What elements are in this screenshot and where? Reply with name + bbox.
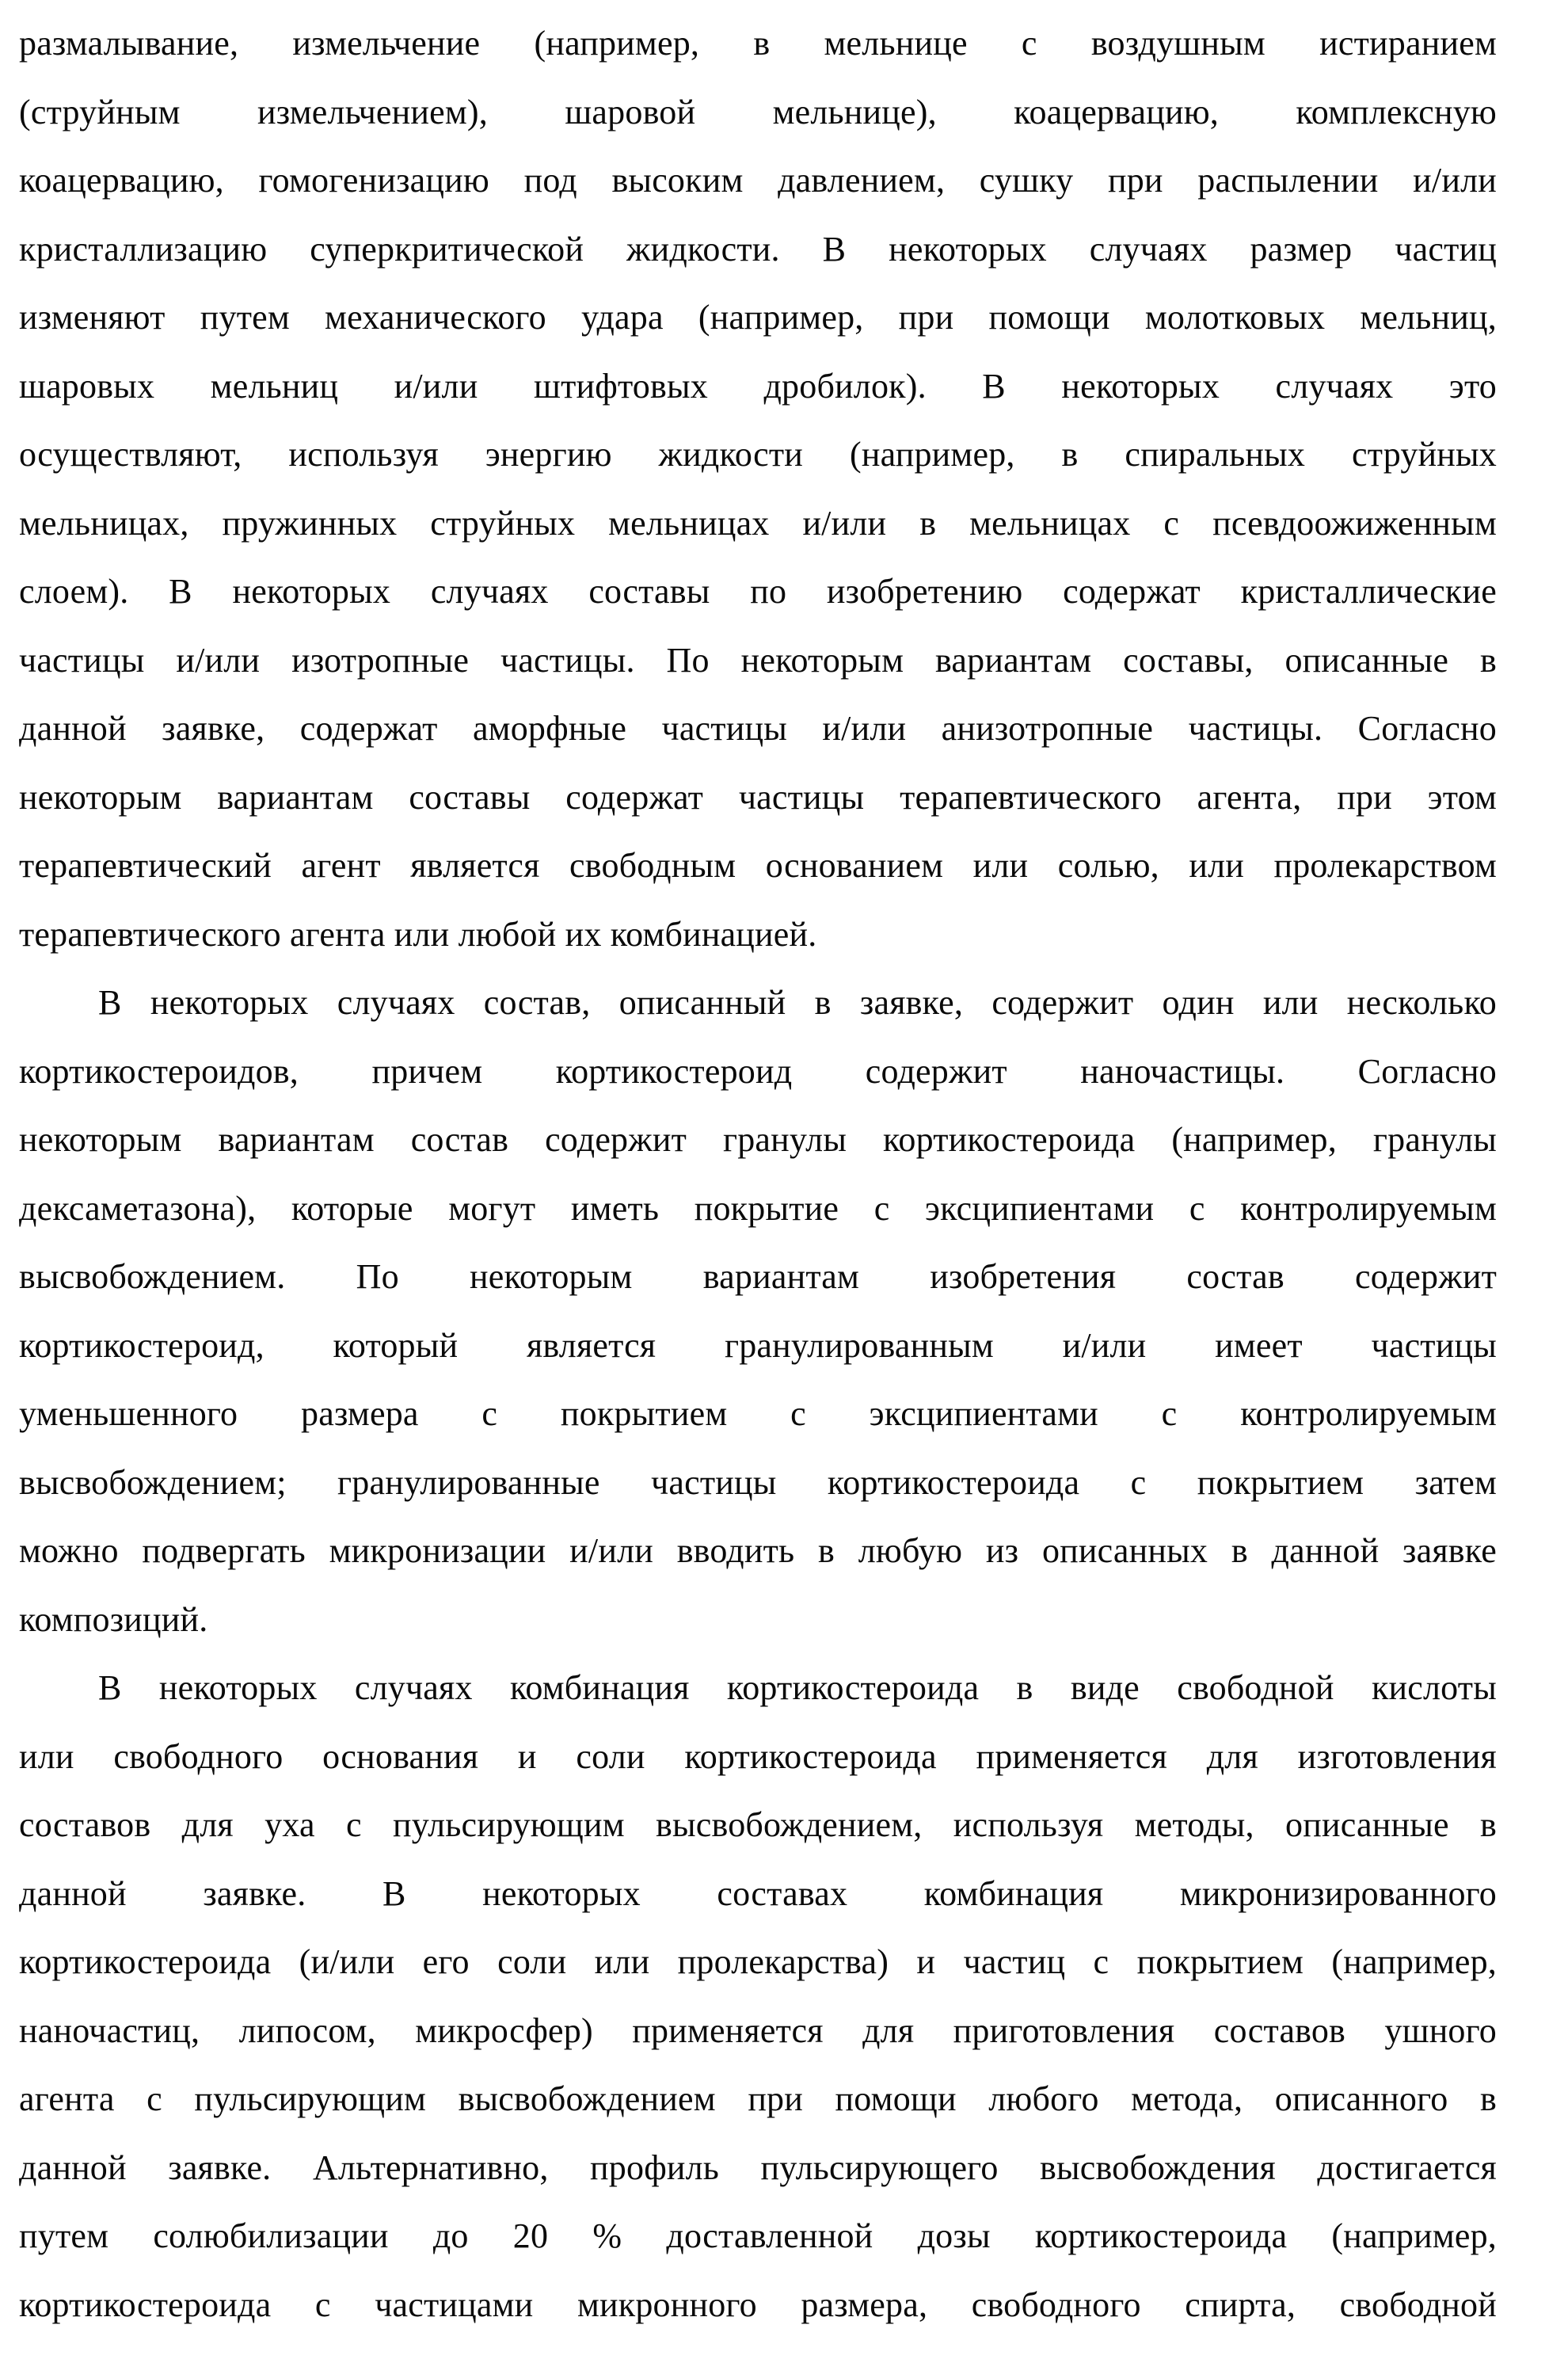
paragraph <box>19 1654 1497 2339</box>
text-line: В некоторых случаях состав, описанный в заявке, содержит один или несколько <box>98 983 1497 1022</box>
text-line: наночастиц, липосом, микросфер) применяется для приготовления составов ушного <box>19 2010 1497 2050</box>
text-line: В некоторых случаях комбинация кортикостероида в виде свободной кислоты <box>98 1668 1497 1707</box>
text-line: (струйным измельчением), шаровой мельнице), коацервацию, комплексную <box>19 92 1497 131</box>
text-line: слоем). В некоторых случаях составы по изобретению содержат кристаллические <box>19 572 1497 611</box>
text-line: кортикостероида (и/или его соли или пролекарства) и частиц с покрытием (например, <box>19 1942 1497 1981</box>
paragraph <box>19 10 1497 969</box>
text-line: уменьшенного размера с покрытием с эксципиентами с контролируемым <box>19 1394 1497 1433</box>
text-line: данной заявке, содержат аморфные частицы и/или анизотропные частицы. Согласно <box>19 709 1497 748</box>
text-line: высвобождением; гранулированные частицы кортикостероида с покрытием затем <box>19 1462 1497 1502</box>
text-line: коацервацию, гомогенизацию под высоким давлением, сушку при распылении и/или <box>19 161 1497 200</box>
text-line: осуществляют, используя энергию жидкости (например, в спиральных струйных <box>19 435 1497 474</box>
text-line: некоторым вариантам состав содержит гранулы кортикостероида (например, гранулы <box>19 1120 1497 1159</box>
text-line: дексаметазона), которые могут иметь покрытие с эксципиентами с контролируемым <box>19 1188 1497 1228</box>
text-line: изменяют путем механического удара (например, при помощи молотковых мельниц, <box>19 298 1497 337</box>
text-line: кристаллизацию суперкритической жидкости. В некоторых случаях размер частиц <box>19 229 1497 269</box>
text-line: композиций. <box>19 1599 208 1639</box>
text-line: мельницах, пружинных струйных мельницах и/или в мельницах с псевдоожиженным <box>19 503 1497 543</box>
text-line: кортикостероид, который является гранулированным и/или имеет частицы <box>19 1325 1497 1365</box>
text-line: терапевтический агент является свободным основанием или солью, или пролекарством <box>19 846 1497 885</box>
text-line: путем солюбилизации до 20 % доставленной дозы кортикостероида (например, <box>19 2216 1497 2255</box>
text-line: можно подвергать микронизации и/или вводить в любую из описанных в данной заявке <box>19 1531 1497 1570</box>
text-line: агента с пульсирующим высвобождением при помощи любого метода, описанного в <box>19 2079 1497 2118</box>
paragraph <box>19 969 1497 1654</box>
text-line: составов для уха с пульсирующим высвобождением, используя методы, описанные в <box>19 1805 1497 1844</box>
text-line: некоторым вариантам составы содержат частицы терапевтического агента, при этом <box>19 777 1497 817</box>
text-line: данной заявке. В некоторых составах комбинация микронизированного <box>19 1873 1497 1913</box>
text-line: частицы и/или изотропные частицы. По некоторым вариантам составы, описанные в <box>19 640 1497 680</box>
text-line: данной заявке. Альтернативно, профиль пульсирующего высвобождения достигается <box>19 2147 1497 2187</box>
text-line: или свободного основания и соли кортикостероида применяется для изготовления <box>19 1736 1497 1776</box>
document-text <box>19 10 1497 2339</box>
text-line: кортикостероидов, причем кортикостероид содержит наночастицы. Согласно <box>19 1051 1497 1091</box>
text-line: шаровых мельниц и/или штифтовых дробилок). В некоторых случаях это <box>19 366 1497 406</box>
text-line: кортикостероида с частицами микронного размера, свободного спирта, свободной <box>19 2285 1497 2324</box>
text-line: терапевтического агента или любой их комбинацией. <box>19 914 817 954</box>
text-line: размалывание, измельчение (например, в мельнице с воздушным истиранием <box>19 24 1497 63</box>
text-line: высвобождением. По некоторым вариантам изобретения состав содержит <box>19 1257 1497 1296</box>
